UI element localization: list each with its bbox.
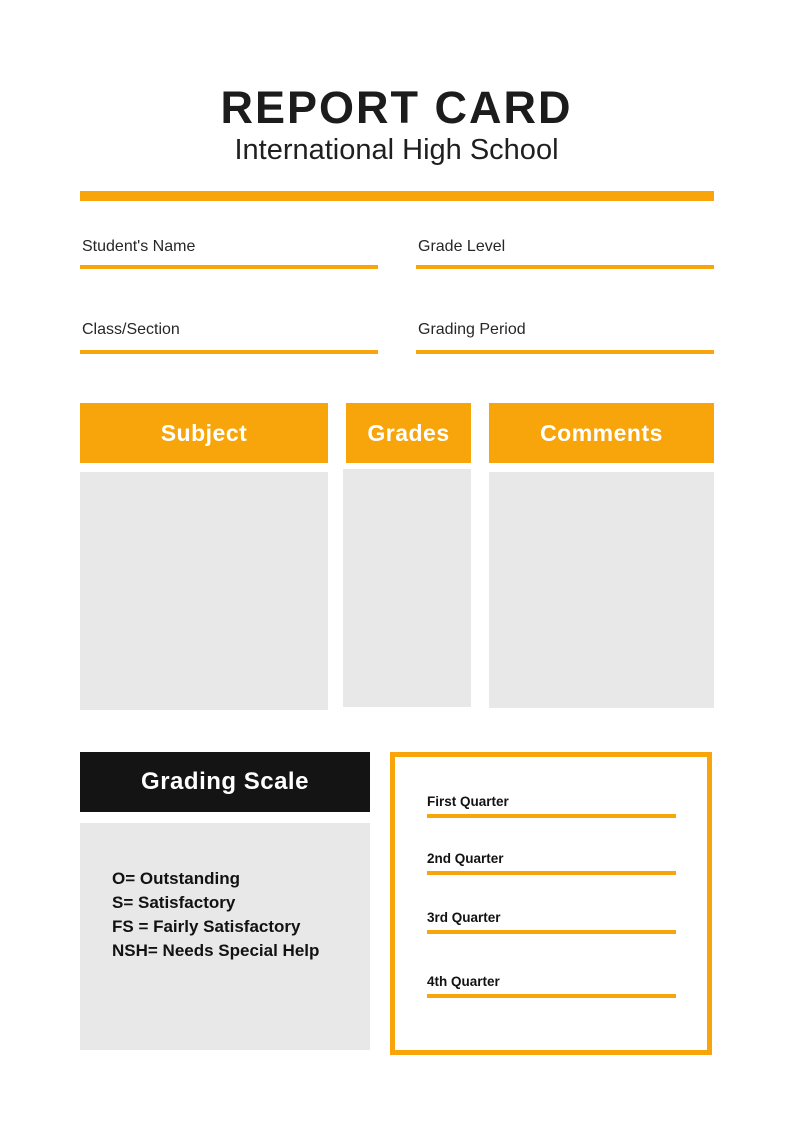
header-divider-bar <box>80 191 714 201</box>
student-name-underline <box>80 265 378 269</box>
grade-level-underline <box>416 265 714 269</box>
scale-entry-needs-special-help: NSH= Needs Special Help <box>112 941 320 960</box>
grades-column-header: Grades <box>346 403 471 463</box>
class-section-field[interactable] <box>80 321 378 354</box>
grade-level-label: Grade Level <box>418 238 506 255</box>
grading-scale-legend <box>112 867 319 963</box>
student-name-label: Student's Name <box>82 238 196 255</box>
class-section-underline <box>80 350 378 354</box>
second-quarter-underline <box>427 871 676 875</box>
subject-column-header: Subject <box>80 403 328 463</box>
third-quarter-underline <box>427 930 676 934</box>
scale-entry-outstanding: O= Outstanding <box>112 869 240 888</box>
third-quarter-field[interactable] <box>427 911 676 934</box>
comments-column-header: Comments <box>489 403 714 463</box>
quarters-box <box>390 752 712 1055</box>
first-quarter-label: First Quarter <box>427 794 509 809</box>
grading-scale-header: Grading Scale <box>80 752 370 812</box>
grades-column-body[interactable] <box>343 469 471 707</box>
first-quarter-field[interactable] <box>427 795 676 818</box>
student-name-field[interactable] <box>80 238 378 269</box>
scale-entry-fairly-satisfactory: FS = Fairly Satisfactory <box>112 917 301 936</box>
second-quarter-label: 2nd Quarter <box>427 851 504 866</box>
fourth-quarter-label: 4th Quarter <box>427 974 500 989</box>
grading-period-label: Grading Period <box>418 321 526 338</box>
grading-period-field[interactable] <box>416 321 714 354</box>
class-section-label: Class/Section <box>82 321 180 338</box>
fourth-quarter-field[interactable] <box>427 975 676 998</box>
comments-column-body[interactable] <box>489 472 714 708</box>
grade-level-field[interactable] <box>416 238 714 269</box>
page-title: REPORT CARD <box>220 82 573 133</box>
grading-period-underline <box>416 350 714 354</box>
subject-column-body[interactable] <box>80 472 328 710</box>
second-quarter-field[interactable] <box>427 852 676 875</box>
third-quarter-label: 3rd Quarter <box>427 910 501 925</box>
fourth-quarter-underline <box>427 994 676 998</box>
first-quarter-underline <box>427 814 676 818</box>
page-subtitle: International High School <box>234 134 559 166</box>
scale-entry-satisfactory: S= Satisfactory <box>112 893 236 912</box>
